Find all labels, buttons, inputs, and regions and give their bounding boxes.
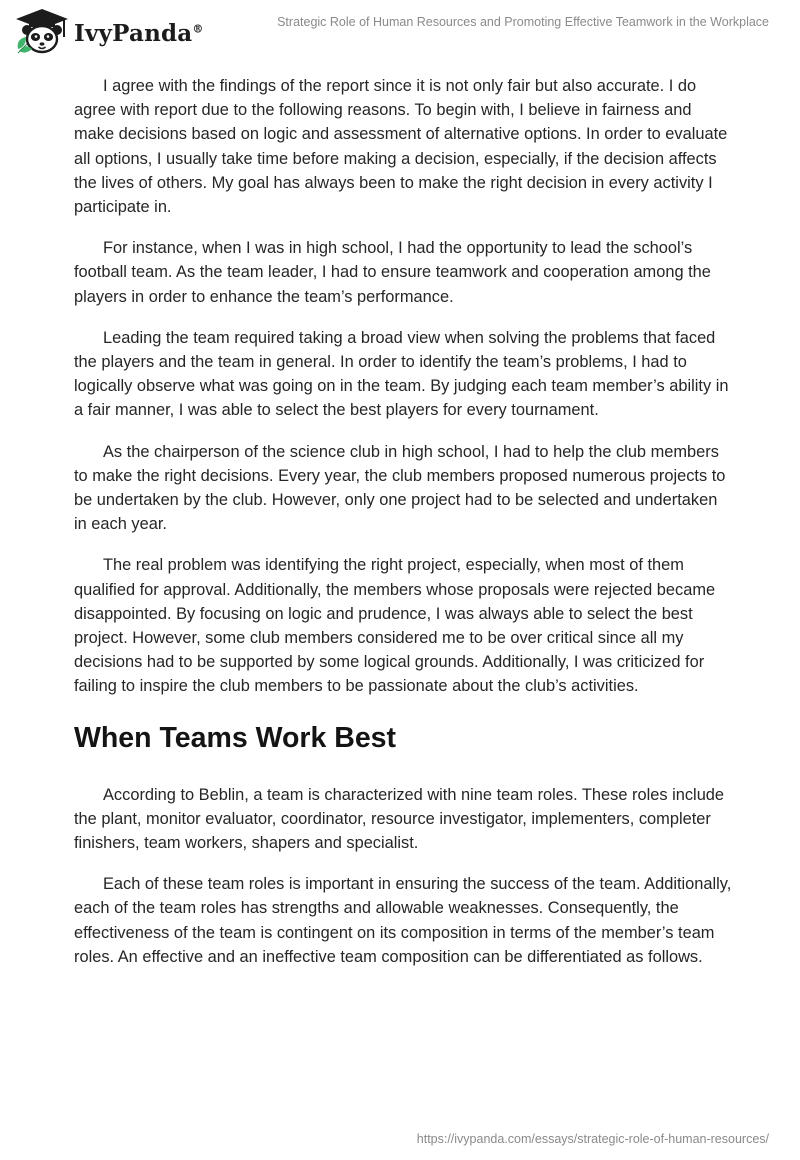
paragraph: Each of these team roles is important in ensuring the success of the team. Additionally, each of the team roles has strengths and allowable weaknesses. Consequently, the effectiveness of the team is contingent on its composition in terms of the member’s team roles. An effective and an ineffective team composition can be differentiated as follows. xyxy=(74,875,732,966)
ivypanda-logo[interactable] xyxy=(14,7,204,57)
page-header xyxy=(0,0,800,70)
brand-name xyxy=(74,20,204,47)
paragraph: As the chairperson of the science club in high school, I had to help the club members to make the right decisions. Every year, the club members proposed numerous projects to be undertaken by the club. However, only one project had to be selected and undertaken in each year. xyxy=(74,442,726,534)
essay-content xyxy=(74,74,734,986)
paragraph: Leading the team required taking a broad view when solving the problems that faced the players and the team in general. In order to identify the team’s problems, I had to logically observe what was going on in the team. By judging each team member’s ability in a fair manner, I was able to select the best players for every tournament. xyxy=(74,328,729,420)
paragraph: I agree with the findings of the report since it is not only fair but also accurate. I do agree with report due to the following reasons. To begin with, I believe in fairness and make decisions based on logic and assessment of alternative options. In order to evaluate all options, I usually take time before making a decision, especially, if the decision affects the lives of others. My goal has always been to make the right decision in every activity I participate in. xyxy=(74,77,728,217)
paragraph: For instance, when I was in high school, I had the opportunity to lead the school’s football team. As the team leader, I had to ensure teamwork and cooperation among the players in order to enhance the team’s performance. xyxy=(74,239,711,306)
paragraph: According to Beblin, a team is characterized with nine team roles. These roles include the plant, monitor evaluator, coordinator, resource investigator, implementers, completer finishers, team workers, shapers and specialist. xyxy=(74,785,725,853)
paragraph: The real problem was identifying the right project, especially, when most of them qualified for approval. Additionally, the members whose proposals were rejected became disappointed. By focusing on logic and prudence, I was always able to select the best project. However, some club members considered me to be over critical since all my decisions had to be supported by some logical grounds. Additionally, I was criticized for failing to inspire the club members to be passionate about the club’s activities. xyxy=(74,556,716,696)
section-heading: When Teams Work Best xyxy=(74,721,397,754)
document-title: Strategic Role of Human Resources and Promoting Effective Teamwork in the Workplace xyxy=(277,15,769,29)
panda-graduate-icon xyxy=(14,7,70,57)
source-url-link[interactable]: https://ivypanda.com/essays/strategic-role-of-human-resources/ xyxy=(416,1132,769,1146)
brand-name-text: IvyPanda xyxy=(74,19,193,47)
registered-mark: ® xyxy=(192,21,204,35)
